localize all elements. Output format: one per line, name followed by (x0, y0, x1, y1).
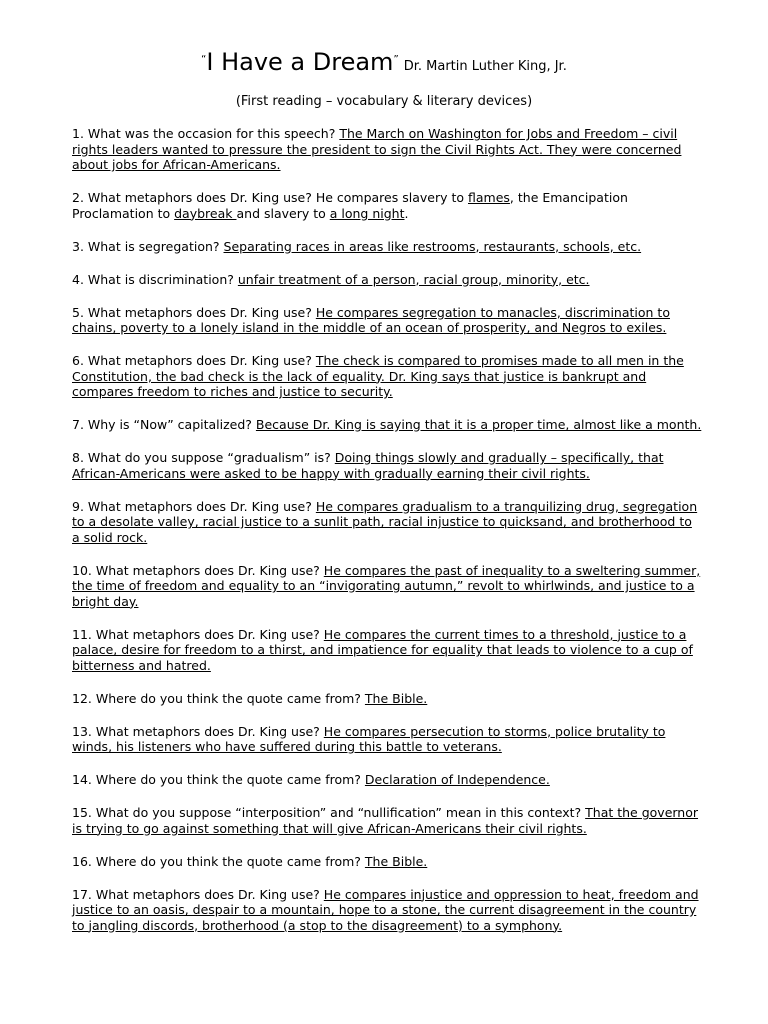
question-answer-long-night: a long night (329, 205, 405, 221)
question-prompt: 5. What metaphors does Dr. King use? (72, 304, 316, 320)
subtitle: (First reading – vocabulary & literary devices) (235, 94, 533, 109)
question-12 (72, 691, 702, 707)
question-11 (72, 627, 702, 674)
question-prompt: 11. What metaphors does Dr. King use? (72, 626, 324, 642)
question-text-mid: and slavery to (236, 205, 330, 221)
question-3 (72, 239, 702, 255)
question-answer: unfair treatment of a person, racial group, minority, etc. (237, 271, 590, 287)
question-prompt: 6. What metaphors does Dr. King use? (72, 353, 316, 368)
question-prompt: 15. What do you suppose “interposition” and “nullification” mean in this context? (72, 805, 586, 820)
question-answer: Because Dr. King is saying that it is a proper time, almost like a month. (255, 417, 702, 432)
question-5 (72, 305, 702, 336)
question-prompt: 9. What metaphors does Dr. King use? (72, 498, 316, 514)
question-answer: The March on Washington for Jobs and Freedom – civil rights leaders wanted to pressure the president to sign the Civil Rights Act. They were concerned about jobs for African-Americans. (72, 126, 682, 172)
question-answer: He compares the past of inequality to a sweltering summer, the time of freedom and equality to an “invigorating autumn,” revolt to whirlwinds, and justice to a bright day. (72, 562, 701, 609)
question-14 (72, 772, 702, 788)
question-answer: He compares the current times to a threshold, justice to a palace, desire for freedom to a thirst, and impatience for equality that leads to violence to a cup of bitterness and hatred. (72, 626, 693, 673)
question-prompt: 8. What do you suppose “gradualism” is? (72, 450, 335, 465)
close-quote: ” (393, 54, 399, 65)
question-prompt: 7. Why is “Now” capitalized? (72, 417, 256, 432)
question-prompt: 10. What metaphors does Dr. King use? (72, 562, 324, 578)
question-prompt: 1. What was the occasion for this speech? (72, 126, 340, 141)
question-answer: The Bible. (364, 853, 428, 869)
question-answer: The Bible. (364, 690, 428, 706)
question-answer: Doing things slowly and gradually – specifically, that African-Americans were asked to be happy with gradually earning their civil rights. (72, 450, 664, 481)
question-prompt: 12. Where do you think the quote came from? (72, 690, 365, 706)
title-line (0, 48, 768, 76)
question-prompt: 4. What is discrimination? (72, 271, 238, 287)
question-prompt: 3. What is segregation? (72, 238, 224, 254)
question-text-mid: , the Emancipation Proclamation to (72, 190, 628, 221)
question-prompt: 16. Where do you think the quote came from? (72, 853, 365, 869)
question-text-end: . (404, 205, 409, 221)
question-answer-daybreak: daybreak (174, 205, 237, 221)
question-prompt: 2. What metaphors does Dr. King use? He compares slavery to (72, 190, 468, 205)
question-17 (72, 887, 702, 934)
question-4 (72, 272, 702, 288)
question-2 (72, 190, 702, 221)
question-answer: Separating races in areas like restrooms, restaurants, schools, etc. (223, 238, 642, 254)
question-8 (72, 450, 702, 481)
question-6 (72, 353, 702, 400)
author-name: Dr. Martin Luther King, Jr. (403, 59, 567, 74)
question-answer: He compares segregation to manacles, discrimination to chains, poverty to a lonely island in the middle of an ocean of prosperity, and Negros to exiles. (72, 304, 670, 335)
question-10 (72, 563, 702, 610)
question-answer: He compares gradualism to a tranquilizing drug, segregation to a desolate valley, racial justice to a sunlit path, racial injustice to quicksand, and brotherhood to a solid rock. (72, 498, 698, 545)
question-prompt: 17. What metaphors does Dr. King use? (72, 886, 324, 902)
question-answer: Declaration of Independence. (364, 772, 550, 787)
question-prompt: 13. What metaphors does Dr. King use? (72, 723, 324, 739)
question-7 (72, 417, 702, 433)
question-9 (72, 499, 702, 546)
question-13 (72, 724, 702, 755)
question-answer-flames: flames (468, 190, 510, 205)
question-answer: He compares persecution to storms, police brutality to winds, his listeners who have suffered during this battle to veterans. (72, 723, 666, 754)
open-quote: “ (201, 54, 207, 65)
question-prompt: 14. Where do you think the quote came from? (72, 772, 365, 787)
question-answer: That the governor is trying to go against something that will give African-Americans their civil rights. (72, 805, 699, 836)
question-list (72, 126, 702, 951)
question-15 (72, 805, 702, 836)
question-answer: The check is compared to promises made to all men in the Constitution, the bad check is the lack of equality. Dr. King says that justice is bankrupt and compares freedom to riches and justice to security. (72, 353, 684, 399)
page-title: I Have a Dream (206, 48, 394, 76)
question-1 (72, 126, 702, 173)
question-16 (72, 854, 702, 870)
question-answer: He compares injustice and oppression to heat, freedom and justice to an oasis, despair to a mountain, hope to a stone, the current disagreement in the country to jangling discords, brotherhood (a stop to the disagreement) to a symphony. (72, 886, 699, 933)
